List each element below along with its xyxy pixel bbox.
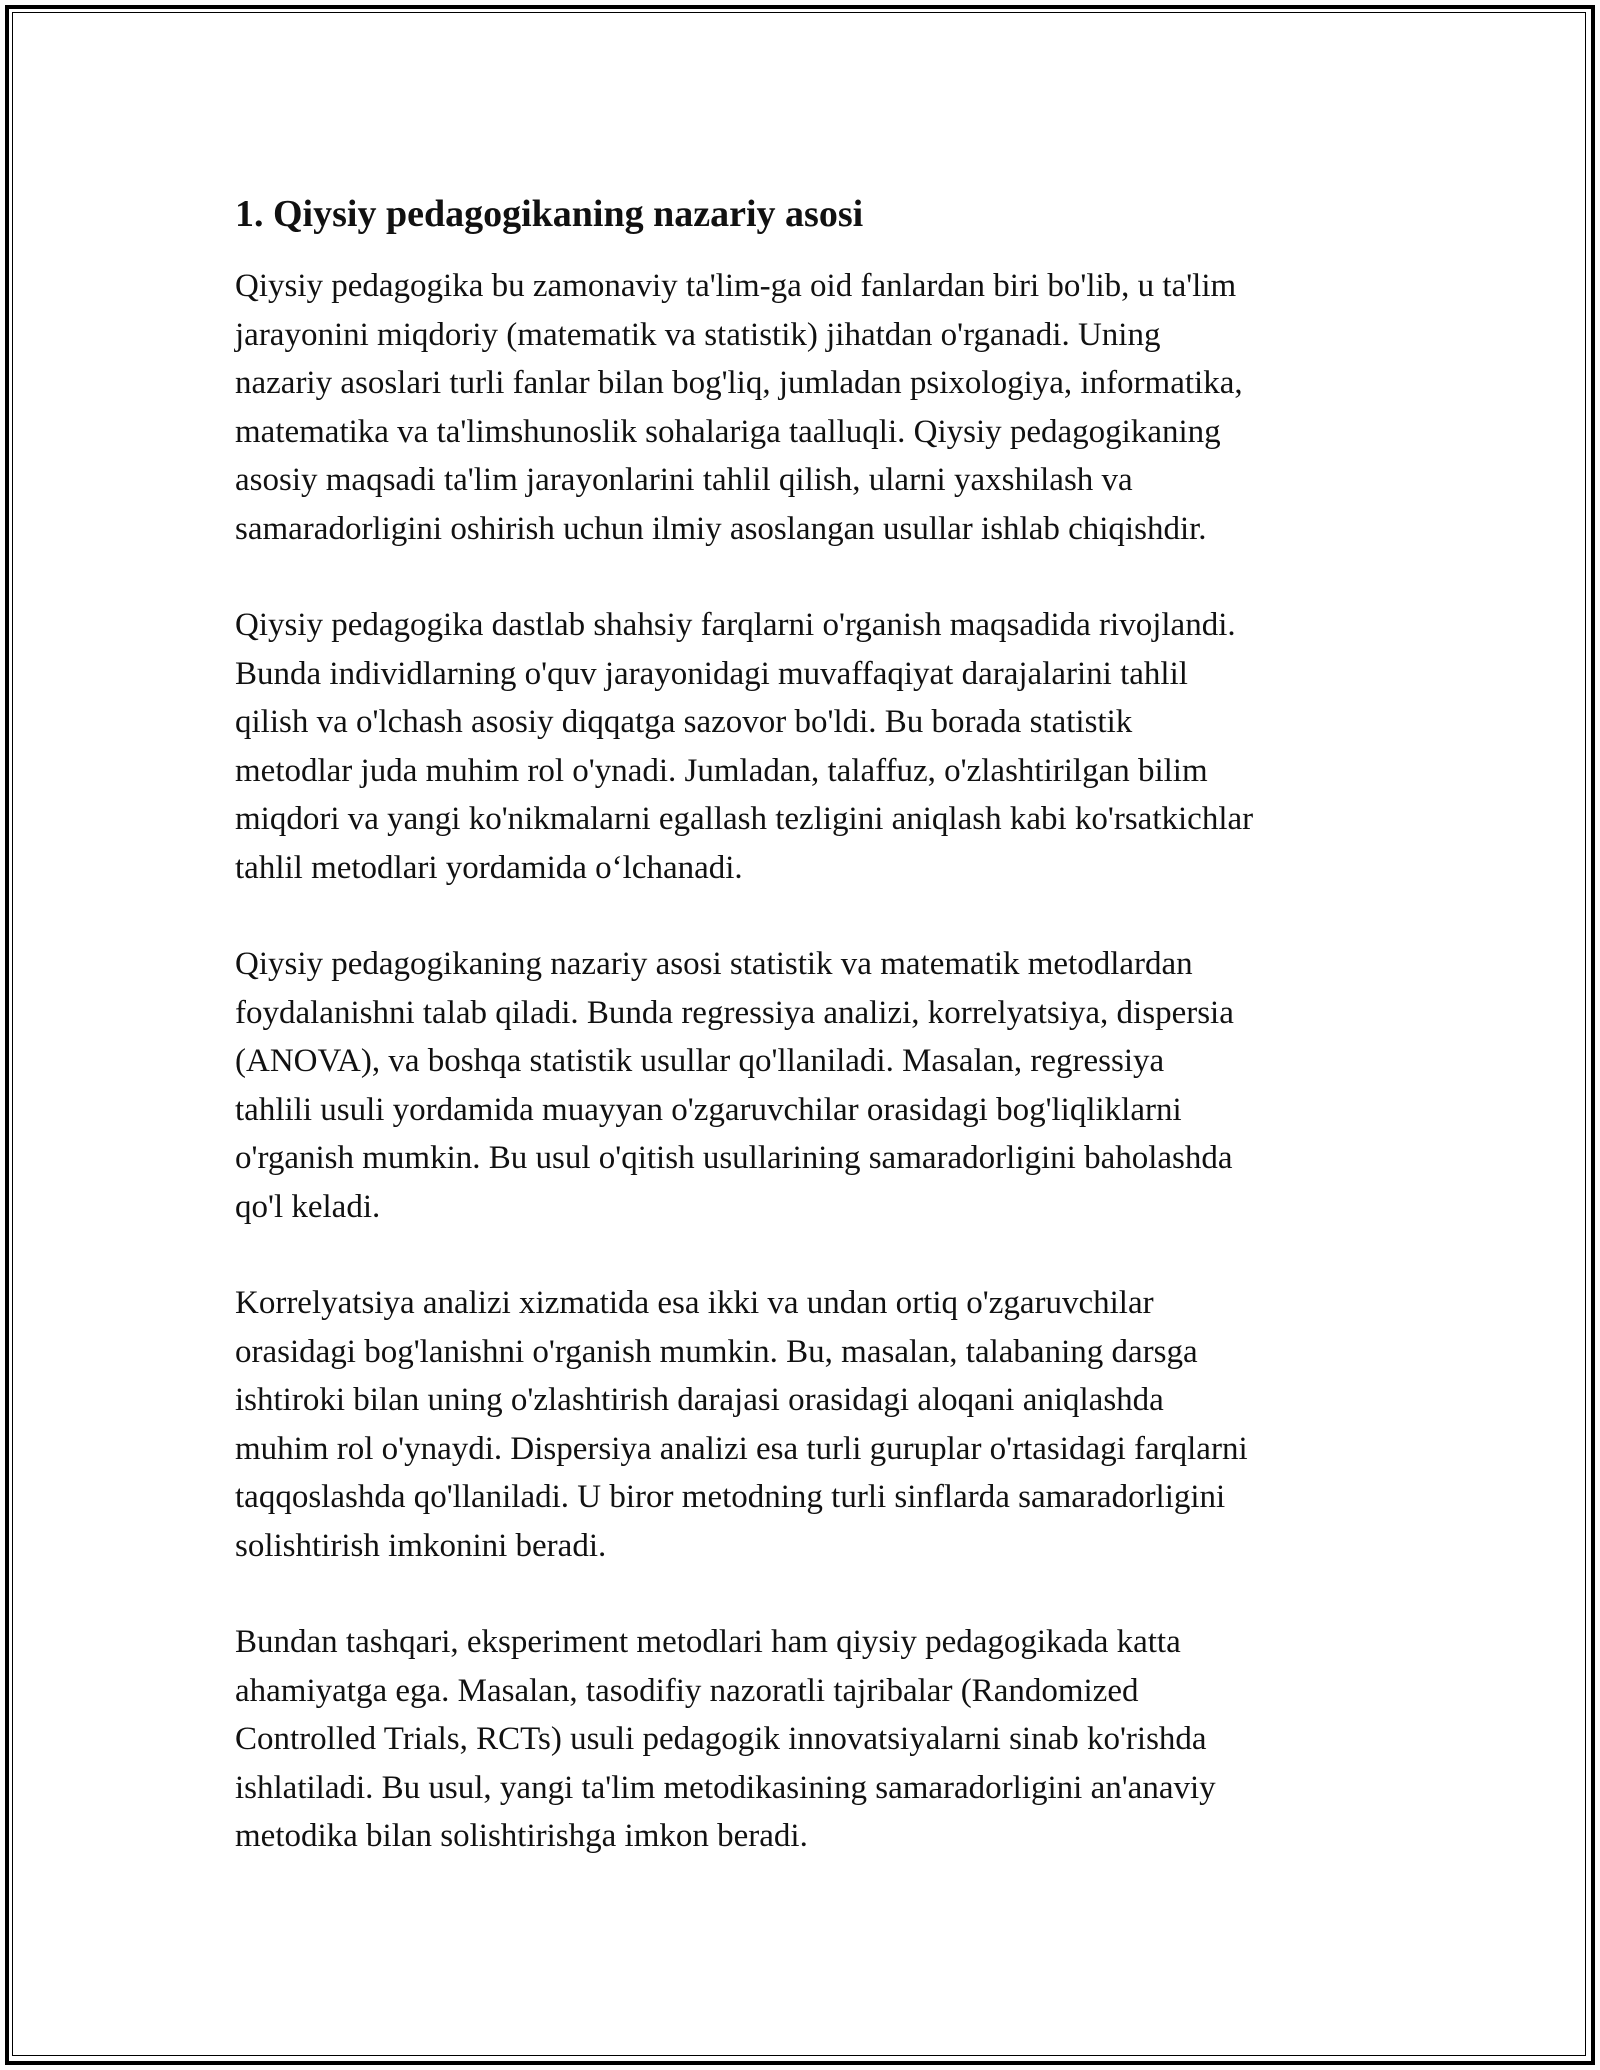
paragraph-1: Qiysiy pedagogika bu zamonaviy ta'lim-ga oid fanlardan biri bo'lib, u ta'lim jarayonini miqdoriy (matematik va statistik) jihatdan o'rganadi. Uning nazariy asoslari turli fanlar bilan bog'liq, jumladan psixologiya, informatika, matematika va ta'limshunoslik sohalariga taalluqli. Qiysiy pedagogikaning asosiy maqsadi ta'lim jarayonlarini tahlil qilish, ularni yaxshilash va samaradorligini oshirish uchun ilmiy asoslangan usullar ishlab chiqishdir. (235, 268, 1243, 547)
paragraph-3: Qiysiy pedagogikaning nazariy asosi statistik va matematik metodlardan foydalanishni talab qiladi. Bunda regressiya analizi, korrelyatsiya, dispersia (ANOVA), va boshqa statistik usullar qo'llaniladi. Masalan, regressiya tahlili usuli yordamida muayyan o'zgaruvchilar orasidagi bog'liqliklarni o'rganish mumkin. Bu usul o'qitish usullarining samaradorligini baholashda qo'l keladi. (235, 946, 1234, 1225)
paragraph-2: Qiysiy pedagogika dastlab shahsiy farqlarni o'rganish maqsadida rivojlandi. Bunda individlarning o'quv jarayonidagi muvaffaqiyat darajalarini tahlil qilish va o'lchash asosiy diqqatga sazovor bo'ldi. Bu borada statistik metodlar juda muhim rol o'ynadi. Jumladan, talaffuz, o'zlashtirilgan bilim miqdori va yangi ko'nikmalarni egallash tezligini aniqlash kabi ko'rsatkichlar tahlil metodlari yordamida o‘lchanadi. (235, 607, 1254, 886)
paragraph-4: Korrelyatsiya analizi xizmatida esa ikki va undan ortiq o'zgaruvchilar orasidagi bog'lanishni o'rganish mumkin. Bu, masalan, talabaning darsga ishtiroki bilan uning o'zlashtirish darajasi orasidagi aloqani aniqlashda muhim rol o'ynaydi. Dispersiya analizi esa turli guruplar o'rtasidagi farqlarni taqqoslashda qo'llaniladi. U biror metodning turli sinflarda samaradorligini solishtirish imkonini beradi. (235, 1285, 1248, 1564)
document-body (235, 190, 1375, 1909)
paragraph-5: Bundan tashqari, eksperiment metodlari ham qiysiy pedagogikada katta ahamiyatga ega. Masalan, tasodifiy nazoratli tajribalar (Randomized Controlled Trials, RCTs) usuli pedagogik innovatsiyalarni sinab ko'rishda ishlatiladi. Bu usul, yangi ta'lim metodikasining samaradorligini an'anaviy metodika bilan solishtirishga imkon beradi. (235, 1624, 1216, 1854)
section-heading: 1. Qiysiy pedagogikaning nazariy asosi (235, 193, 864, 235)
